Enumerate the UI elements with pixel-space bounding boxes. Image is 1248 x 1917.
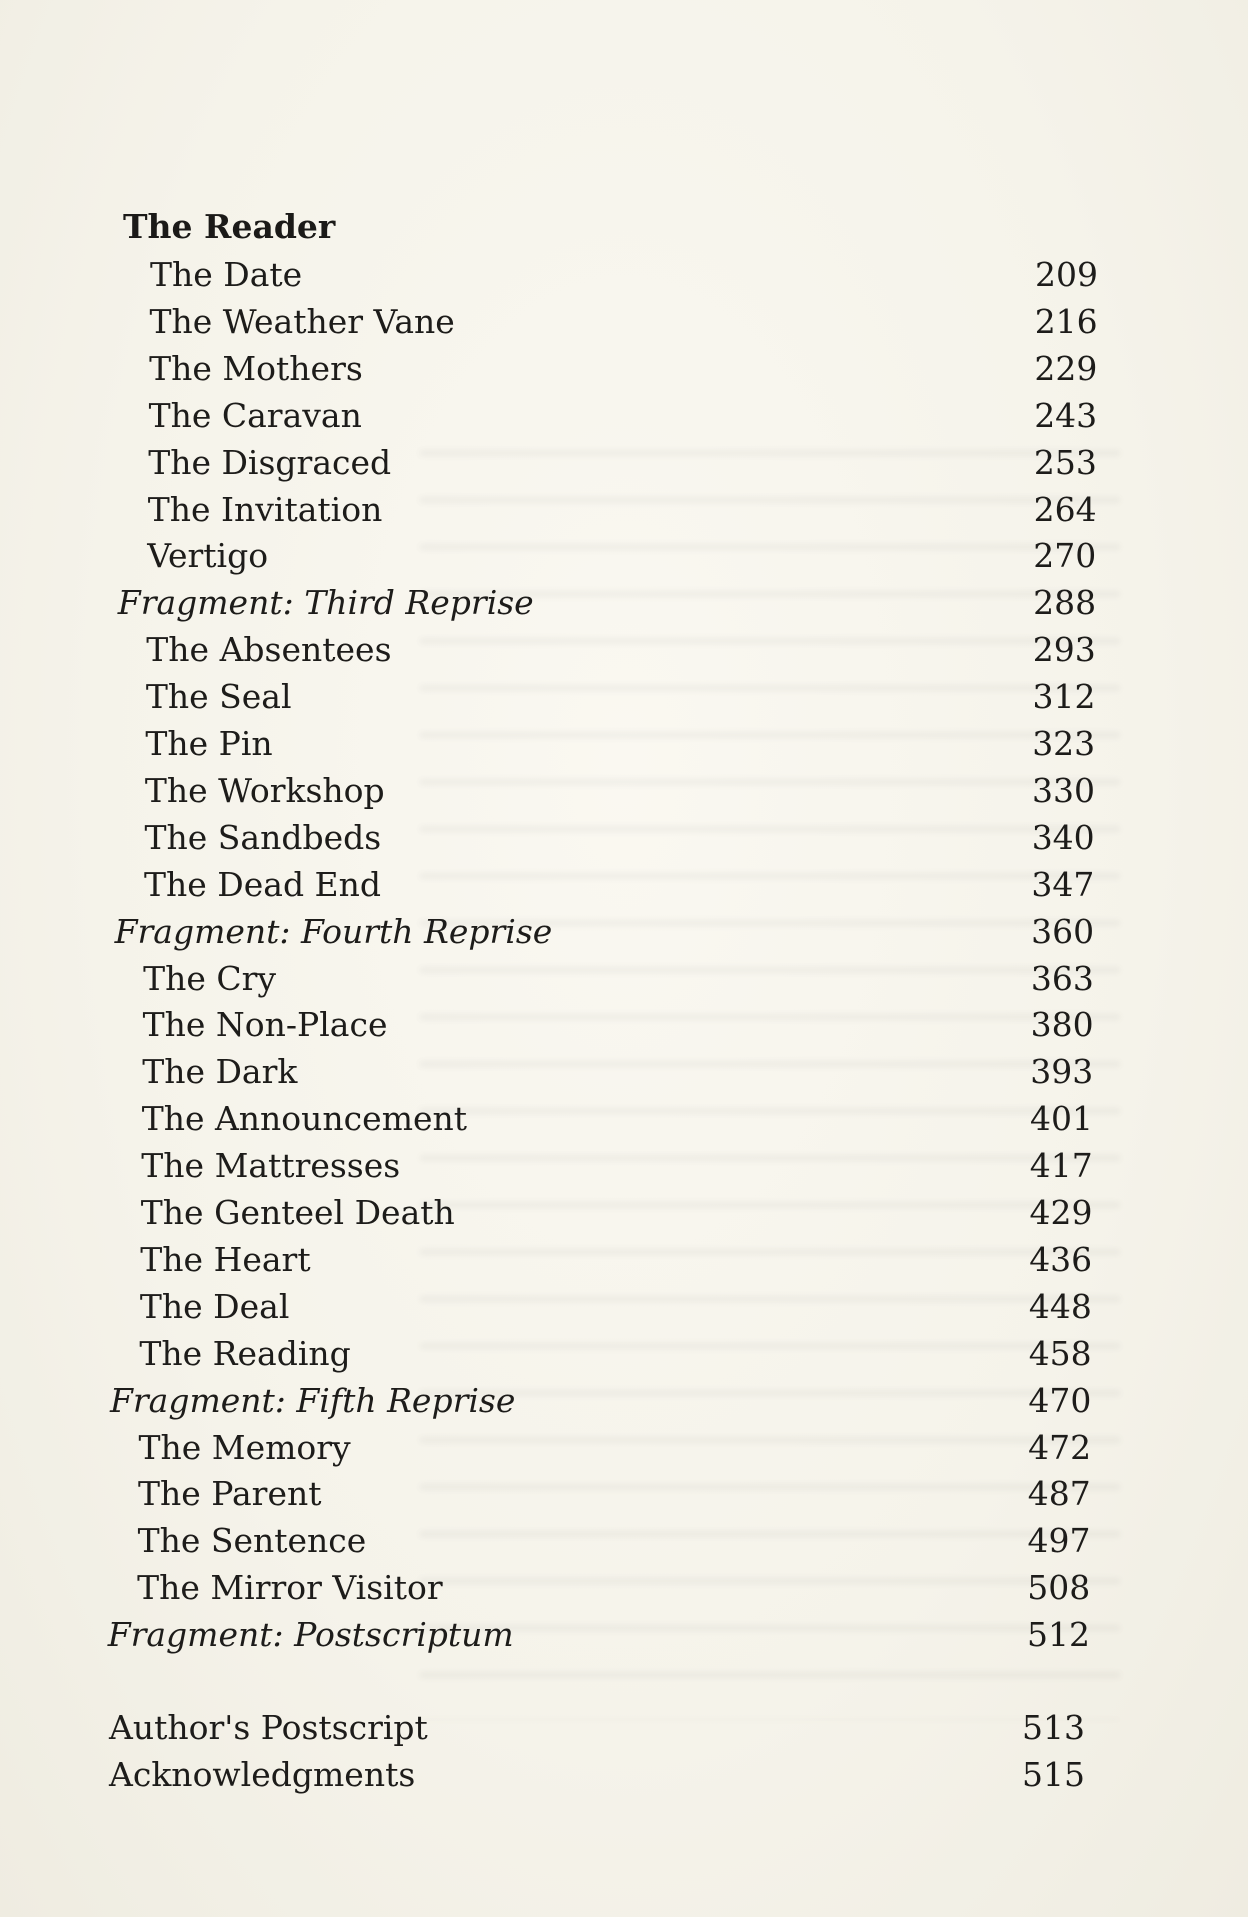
toc-entry-page-number: 209 xyxy=(1035,255,1098,294)
toc-chapter-entry xyxy=(0,628,1248,672)
toc-chapter-entry xyxy=(0,769,1248,813)
toc-entry-page-number: 340 xyxy=(1031,817,1095,857)
toc-entry-page-number: 515 xyxy=(1022,1754,1085,1794)
toc-entry-page-number: 330 xyxy=(1032,770,1095,810)
toc-entry-title: The Announcement xyxy=(141,1099,468,1139)
toc-entry-page-number: 448 xyxy=(1028,1286,1092,1326)
toc-chapter-entry xyxy=(0,816,1248,860)
toc-chapter-entry xyxy=(0,1332,1248,1376)
toc-entry-page-number: 470 xyxy=(1028,1380,1092,1420)
toc-chapter-entry xyxy=(0,1050,1248,1094)
toc-entry-page-number: 393 xyxy=(1030,1052,1094,1092)
part-heading: The Reader xyxy=(123,207,336,246)
toc-entry-title: Author's Postscript xyxy=(109,1708,428,1747)
toc-entry-title: The Mothers xyxy=(149,348,363,388)
toc-backmatter-entry xyxy=(0,1706,1248,1750)
toc-entry-page-number: 417 xyxy=(1029,1146,1093,1186)
toc-entry-title: The Disgraced xyxy=(148,442,392,482)
toc-entry-page-number: 487 xyxy=(1027,1474,1091,1514)
toc-entry-title: The Heart xyxy=(140,1239,311,1279)
toc-chapter-entry xyxy=(0,1238,1248,1282)
toc-entry-title: Fragment: Fifth Reprise xyxy=(110,1380,516,1420)
toc-entry-page-number: 270 xyxy=(1033,536,1097,576)
toc-entry-title: Fragment: Postscriptum xyxy=(107,1615,514,1655)
toc-fragment-entry xyxy=(0,1379,1248,1423)
toc-entry-page-number: 508 xyxy=(1027,1568,1091,1608)
toc-entry-page-number: 472 xyxy=(1028,1427,1092,1467)
toc-entry-title: The Mattresses xyxy=(141,1146,401,1186)
toc-chapter-entry xyxy=(0,488,1248,532)
toc-chapter-entry xyxy=(0,394,1248,438)
toc-entry-page-number: 458 xyxy=(1028,1333,1092,1373)
toc-chapter-entry xyxy=(0,1472,1248,1516)
toc-entry-page-number: 288 xyxy=(1033,583,1097,623)
toc-chapter-entry xyxy=(0,722,1248,766)
toc-entry-title: The Date xyxy=(150,255,303,294)
toc-entry-page-number: 363 xyxy=(1030,958,1094,998)
toc-entry-title: The Pin xyxy=(145,724,273,763)
toc-entry-title: Acknowledgments xyxy=(109,1754,416,1794)
toc-chapter-entry xyxy=(0,534,1248,578)
toc-fragment-entry xyxy=(0,581,1248,625)
toc-entry-title: The Seal xyxy=(145,677,292,717)
toc-entry-page-number: 513 xyxy=(1022,1708,1085,1747)
toc-entry-title: The Workshop xyxy=(144,770,385,810)
toc-entry-title: The Absentees xyxy=(146,630,392,670)
toc-entry-title: The Dead End xyxy=(144,864,382,904)
toc-chapter-entry xyxy=(0,1144,1248,1188)
toc-chapter-entry xyxy=(0,1097,1248,1141)
toc-chapter-entry xyxy=(0,1566,1248,1610)
toc-entry-page-number: 347 xyxy=(1031,864,1095,904)
toc-chapter-entry xyxy=(0,1519,1248,1563)
toc-entry-title: The Sandbeds xyxy=(144,817,382,857)
toc-entry-page-number: 323 xyxy=(1032,724,1096,763)
toc-entry-title: Fragment: Fourth Reprise xyxy=(114,911,553,951)
toc-entry-title: The Dark xyxy=(142,1052,298,1092)
toc-entry-page-number: 436 xyxy=(1029,1239,1093,1279)
toc-entry-page-number: 312 xyxy=(1032,677,1096,717)
toc-backmatter-entry xyxy=(0,1753,1248,1797)
toc-entry-title: The Sentence xyxy=(137,1521,367,1561)
toc-entry-title: The Non-Place xyxy=(142,1005,388,1045)
toc-entry-page-number: 216 xyxy=(1034,301,1098,341)
toc-entry-page-number: 293 xyxy=(1032,630,1096,670)
toc-chapter-entry xyxy=(0,253,1248,297)
toc-entry-title: The Reading xyxy=(139,1333,351,1373)
toc-entry-page-number: 360 xyxy=(1031,911,1095,951)
toc-entry-title: Vertigo xyxy=(147,536,269,576)
toc-entry-title: The Cry xyxy=(143,958,277,998)
toc-entry-title: The Deal xyxy=(139,1286,290,1326)
toc-entry-page-number: 512 xyxy=(1027,1615,1090,1655)
toc-chapter-entry xyxy=(0,1285,1248,1329)
toc-chapter-entry xyxy=(0,863,1248,907)
toc-fragment-entry xyxy=(0,910,1248,954)
toc-entry-page-number: 253 xyxy=(1033,442,1097,482)
toc-entry-title: The Weather Vane xyxy=(149,301,455,341)
toc-entry-title: The Mirror Visitor xyxy=(137,1568,443,1608)
toc-chapter-entry xyxy=(0,1191,1248,1235)
toc-entry-title: The Memory xyxy=(138,1427,351,1467)
toc-chapter-entry xyxy=(0,300,1248,344)
toc-chapter-entry xyxy=(0,441,1248,485)
toc-chapter-entry xyxy=(0,1426,1248,1470)
toc-entry-page-number: 380 xyxy=(1030,1005,1094,1045)
toc-fragment-entry xyxy=(0,1613,1248,1657)
toc-entry-page-number: 264 xyxy=(1033,489,1097,529)
toc-chapter-entry xyxy=(0,1003,1248,1047)
toc-entry-title: The Genteel Death xyxy=(140,1193,455,1232)
toc-chapter-entry xyxy=(0,675,1248,719)
toc-entry-title: The Caravan xyxy=(148,395,362,435)
toc-entry-page-number: 429 xyxy=(1029,1193,1093,1232)
toc-entry-page-number: 243 xyxy=(1034,395,1098,435)
toc-chapter-entry xyxy=(0,347,1248,391)
toc-entry-title: The Parent xyxy=(138,1474,322,1514)
toc-entry-page-number: 229 xyxy=(1034,348,1098,388)
toc-entry-title: Fragment: Third Reprise xyxy=(117,583,534,623)
toc-chapter-entry xyxy=(0,957,1248,1001)
toc-entry-title: The Invitation xyxy=(147,489,383,529)
toc-entry-page-number: 401 xyxy=(1030,1099,1093,1139)
toc-entry-page-number: 497 xyxy=(1027,1521,1091,1561)
